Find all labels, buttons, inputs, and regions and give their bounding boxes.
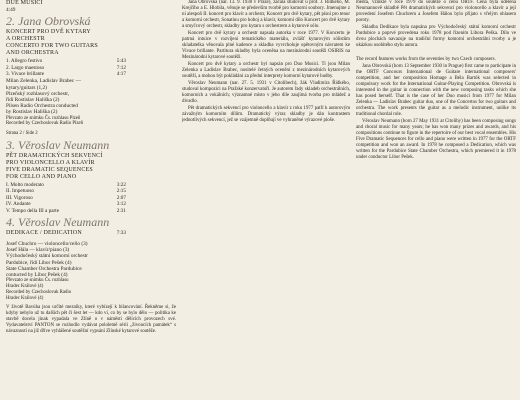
section4-title: DEDIKACE / DEDICATION xyxy=(6,230,82,237)
section3-title-en-1: FIVE DRAMATIC SEQUENCES xyxy=(6,167,93,174)
section3-title-cs-1: PĚT DRAMATICKÝCH SEKVENCÍ xyxy=(6,153,103,160)
track-name: V. Tempo della III a parte xyxy=(6,207,60,214)
track-name: III. Vigoroso xyxy=(6,194,33,201)
body-paragraph: Pět dramatických sekvencí pro violoncello a klavír z roku 1977 patří k autorovým závažným komorním dílům. Dramatický výraz skladby je dán kontrastem jednotlivých sekvencí, jež se vzájemně doplňují ve vyhraněné výrazové ploše. xyxy=(182,106,350,123)
section3-title-en-2: FOR CELLO AND PIANO xyxy=(6,174,77,181)
english-paragraph: Jana Obrovská (born 13 September 1930 in Prague) first came to participate in the ORTF Concours International de Guitare international composers' competition, and her composition Homage a Béla Bartók was selected in compulsory work for the International Guitar-Playing Competition. Obrovská is interested in the guitar in connection with the new composing tasks which she has posed herself. That is the case of her Duo musici from 1977 for Milan Zelenka — Ladislav Brabec guitar duo, one of the Concertos for two guitars and orchestra. The work presents the guitar as a melodic instrument, unlike its traditional chordal role. xyxy=(356,64,516,117)
performer-line: contucted by Libor Pešek (4) xyxy=(6,272,68,279)
performer-line: State Chamber Orchestra Pardubice xyxy=(6,265,82,272)
track-name: 1. Allegro festivo xyxy=(6,58,43,65)
performer-line: Plzeňský rozhlasový orchestr, xyxy=(6,90,70,97)
track-name: I. Molto moderato xyxy=(6,182,44,189)
right-column xyxy=(356,0,516,400)
section3-heading: 3. Věroslav Neumann xyxy=(6,138,110,153)
body-paragraph: Skladba Dedikace byla napsána pro Východočeský státní komorní orchestr Pardubice a poprvé provedena roku 1978 pod řízením Libora Peška. Dílo ve dvou plochách navazuje na tradiční formy komorní orchestrální tvorby a je ukázkou osobitého stylu autora. xyxy=(356,25,516,48)
track-name: 3. Vivace brillante xyxy=(6,71,45,78)
recording-note: Hradec Králové (4) xyxy=(6,295,44,301)
performer-line: řídí Rostislav Hališka (2) xyxy=(6,97,60,104)
section4-title-row xyxy=(6,230,126,237)
top-line-time: 4:49 xyxy=(6,7,16,13)
track-time: 7:12 xyxy=(116,64,126,71)
track-time: 4:17 xyxy=(116,71,126,78)
recording-note: Recorded by Czechoslovak Radio xyxy=(6,289,72,295)
track-row xyxy=(6,71,126,77)
track-time: 3:22 xyxy=(116,182,126,189)
performer-line: Josef Hála — klavír/piano (3) xyxy=(6,247,70,254)
middle-column xyxy=(182,0,350,400)
track-time: 2:31 xyxy=(116,207,126,214)
top-line: DUE MUSICI xyxy=(6,0,43,6)
performer-line: Pardubice, řídí Libor Pešek (4) xyxy=(6,259,72,266)
track-name: IV. Andante xyxy=(6,201,31,208)
track-time: 3:12 xyxy=(116,201,126,208)
body-paragraph: Koncert pro dvě kytary a orchestr byl napsán pro Duo Musici. Ti jsou Milan Zelenka a Ladislav Brabec, nositelé četných ocenění z mezinárodních kytarových soutěží, a mohou být pokládáni za přední interprety komorní kytarové hudby. xyxy=(182,62,350,79)
track-name: II. Impetuoso xyxy=(6,188,34,195)
intro-paragraph: V životě Bavúha jsou určité mezníky, které vybízejí k bilancování. Řekněme si, že kdyby nebylo už tu dalších pět či šest let — kdo ví, co by se bylo dělo — politika ke stavbě docela jinak vypadala ve Zlíně o v náměstí dělících provozech své. Vydavatelství PANTON se rozhodlo vydávat pololetně sérii „živoucích památek“ s návazností na již dříve vyhlášené soutěžní vypsání Zlínské kytarové soutěže. xyxy=(6,305,176,335)
track-time: 2:15 xyxy=(116,188,126,195)
left-column xyxy=(6,0,176,400)
body-paragraph: Věroslav Neumann (nar. 27. 5. 1931 v Citolibech), žák Vladimíra Řídkého, studoval kompozici na Pražské konzervatoři. Je autorem řady skladeb orchestrálních, komorních a vokálních; významné místo v jeho díle zaujímá tvorba pro mládež a divadlo. xyxy=(182,81,350,104)
performer-line: Milan Zelenka, Ladislav Brabec — xyxy=(6,78,81,85)
section4-duration: 7:33 xyxy=(116,230,126,237)
section2-title-en-2: AND ORCHESTRA xyxy=(6,50,59,57)
section2-title-en-1: CONCERTO FOR TWO GUITARS xyxy=(6,43,98,50)
side-label: Strana 2 / Side 2 xyxy=(6,131,38,137)
section3-title-cs-2: PRO VIOLONCELLO A KLAVÍR xyxy=(6,160,95,167)
english-paragraph: Věroslav Neumann (born 27 May 1931 at Citoliby) has been composing songs and choral music for many years; he has won many prizes and awards, and his compositions continue to figure in the repertoire of our best vocal ensembles. His Five Dramatic Sequences for cello and piano were written in 1977 for the ORTF competition and won an award. In 1978 he composed a Dedication, which was written for the Pardubice State Chamber Orchestra, which premiered it in 1978 under conductor Libor Pešek. xyxy=(356,119,516,160)
english-intro: The record features works from the seventies by two Czech composers. xyxy=(356,57,496,62)
recording-note: Převzato ze snímku Čs. rozhlasu Plzeň xyxy=(6,115,81,121)
track-name: 2. Largo maestoso xyxy=(6,64,45,71)
section2-heading: 2. Jana Obrovská xyxy=(6,14,91,29)
recording-note: Recorded by Czechoslovak Radio Plzeň xyxy=(6,121,83,127)
track-time: 2:07 xyxy=(116,194,126,201)
track-time: 5:43 xyxy=(116,58,126,65)
section3-track-list xyxy=(6,182,176,214)
track-row xyxy=(6,208,126,214)
recording-note: Převzato ze snímku Čs. rozhlasu xyxy=(6,278,69,284)
body-paragraph: Koncert pro dvě kytary a orchestr napsala autorka v roce 1977. V Koncertu je patrná intuice v rozvíjení tematického materiálu, zvlášť kytarovým sólistům skladatelka věnovala plné kadence a skladba vyvrcholuje opětovným návratem ke Vivace brillante. Partitura skladby byla oceněna na mezinárodní soutěži OSIRIS na Mezinárodní kytarové soutěži. xyxy=(182,31,350,60)
recording-note: Hradec Králové (4) xyxy=(6,284,44,290)
section4-heading: 4. Věroslav Neumann xyxy=(6,215,110,230)
performer-line: Východočeský státní komorní orchestr xyxy=(6,253,88,260)
performer-line: kytary/guitars (1,2) xyxy=(6,84,47,91)
section2-title-cs-1: KONCERT PRO DVĚ KYTARY xyxy=(6,29,91,36)
performer-line: Josef Chuchro — violoncello/cello (3) xyxy=(6,241,88,248)
section2-title-cs-2: A ORCHESTR xyxy=(6,36,45,43)
section2-track-list xyxy=(6,58,176,77)
performer-line: Pilsen Radio Orchestra conducted xyxy=(6,103,78,110)
performer-line: by Rostislav Hališka (2) xyxy=(6,109,58,116)
body-paragraph: Jana Obrovská (nar. 13. 9. 1930 v Praze), začala studovat u prof. J. Řídkého, M. Krejčího a E. Hlobila, věnuje se především tvorbě pro komorní soubory. Jmenujme z ní alespoň II. koncert pro klavír a orchestr, Koncert pro dvě kytary, pět písní pro tenor a komorní orchestr, Sonatinu pro hoboj a klavír, komorní dílo Koncert pro dvě kytary a smyčcový orchestr, skladby pro kytaru s orchestrem a kytarové sólo. xyxy=(182,0,350,29)
body-paragraph: menta, vzniklé v roce 1979 do soutěže o cenu ORTF. Cena byla udělena Neumannově skladbě Pět dramatických sekvencí pro violoncello a klavír a její provedení Josefem Chuchrem a Josefem Hálou bylo přijato s vřelým ohlasem poroty. xyxy=(356,0,516,23)
